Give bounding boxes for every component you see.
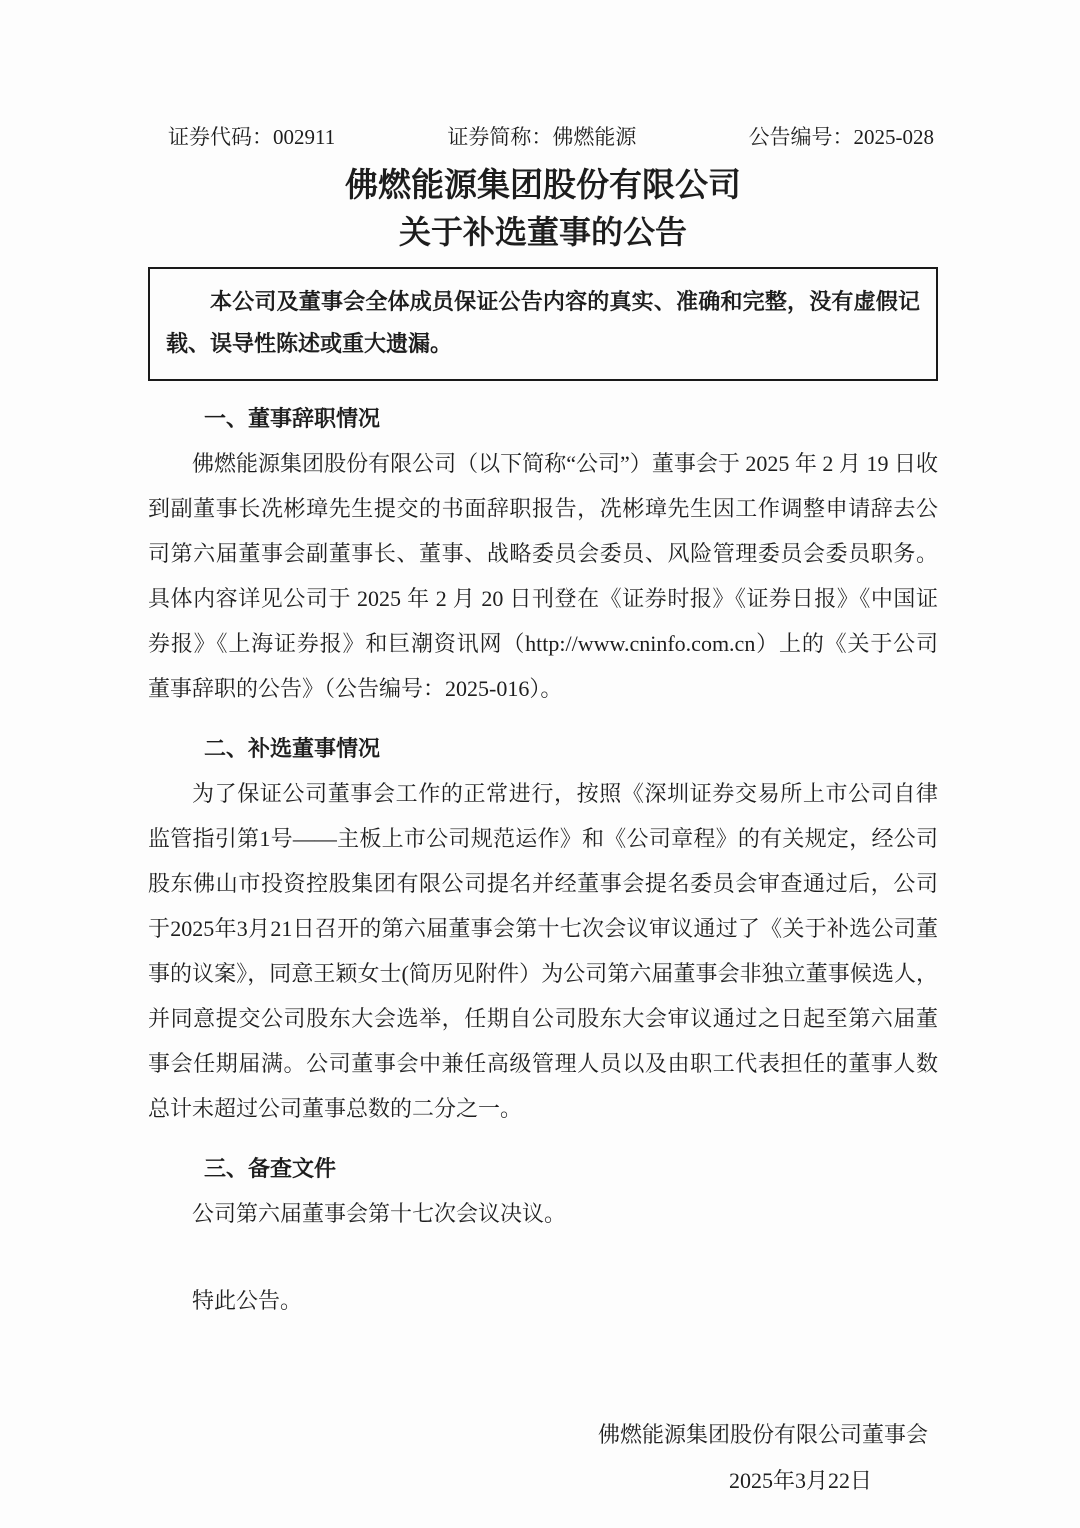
disclaimer-box: 本公司及董事会全体成员保证公告内容的真实、准确和完整，没有虚假记载、误导性陈述或重大遗漏。 <box>148 267 938 381</box>
signature-date: 2025年3月22日 <box>728 1468 872 1493</box>
signature-block <box>148 1415 938 1507</box>
closing-notice: 特此公告。 <box>192 1288 303 1313</box>
section-1-paragraph-1: 佛燃能源集团股份有限公司（以下简称“公司”）董事会于 2025 年 2 月 19 日收到副董事长冼彬璋先生提交的书面辞职报告，冼彬璋先生因工作调整申请辞去公司第六届董事会副董事长、董事、战略委员会委员、风险管理委员会委员职务。具体内容详见公司于 2025 年 2 月 20 日刊登在《证券时报》《证券日报》《中国证券报》《上海证券报》和巨潮资讯网（http://www.cninfo.com.cn）上的《关于公司董事辞职的公告》（公告编号：2025-016）。 <box>148 451 938 701</box>
section-3-paragraph-1: 公司第六届董事会第十七次会议决议。 <box>192 1201 567 1226</box>
signature-company: 佛燃能源集团股份有限公司董事会 <box>597 1422 928 1447</box>
announcement-number: 公告编号：2025-028 <box>748 125 934 149</box>
section-1-heading: 一、董事辞职情况 <box>204 406 381 431</box>
company-title: 佛燃能源集团股份有限公司 <box>345 168 741 204</box>
stock-code: 证券代码：002911 <box>168 125 336 149</box>
document-header-row <box>148 122 938 152</box>
announcement-subject: 关于补选董事的公告 <box>398 214 687 250</box>
section-2-heading: 二、补选董事情况 <box>204 736 381 761</box>
section-2-paragraph-1: 为了保证公司董事会工作的正常进行，按照《深圳证券交易所上市公司自律监管指引第1号——主板上市公司规范运作》和《公司章程》的有关规定，经公司股东佛山市投资控股集团有限公司提名并经董事会提名委员会审查通过后，公司于2025年3月21日召开的第六届董事会第十七次会议审议通过了《关于补选公司董事的议案》，同意王颖女士(简历见附件）为公司第六届董事会非独立董事候选人，并同意提交公司股东大会选举，任期自公司股东大会审议通过之日起至第六届董事会任期届满。公司董事会中兼任高级管理人员以及由职工代表担任的董事人数总计未超过公司董事总数的二分之一。 <box>148 781 938 1121</box>
section-3-heading: 三、备查文件 <box>204 1156 337 1181</box>
stock-short-name: 证券简称：佛燃能源 <box>447 125 637 149</box>
